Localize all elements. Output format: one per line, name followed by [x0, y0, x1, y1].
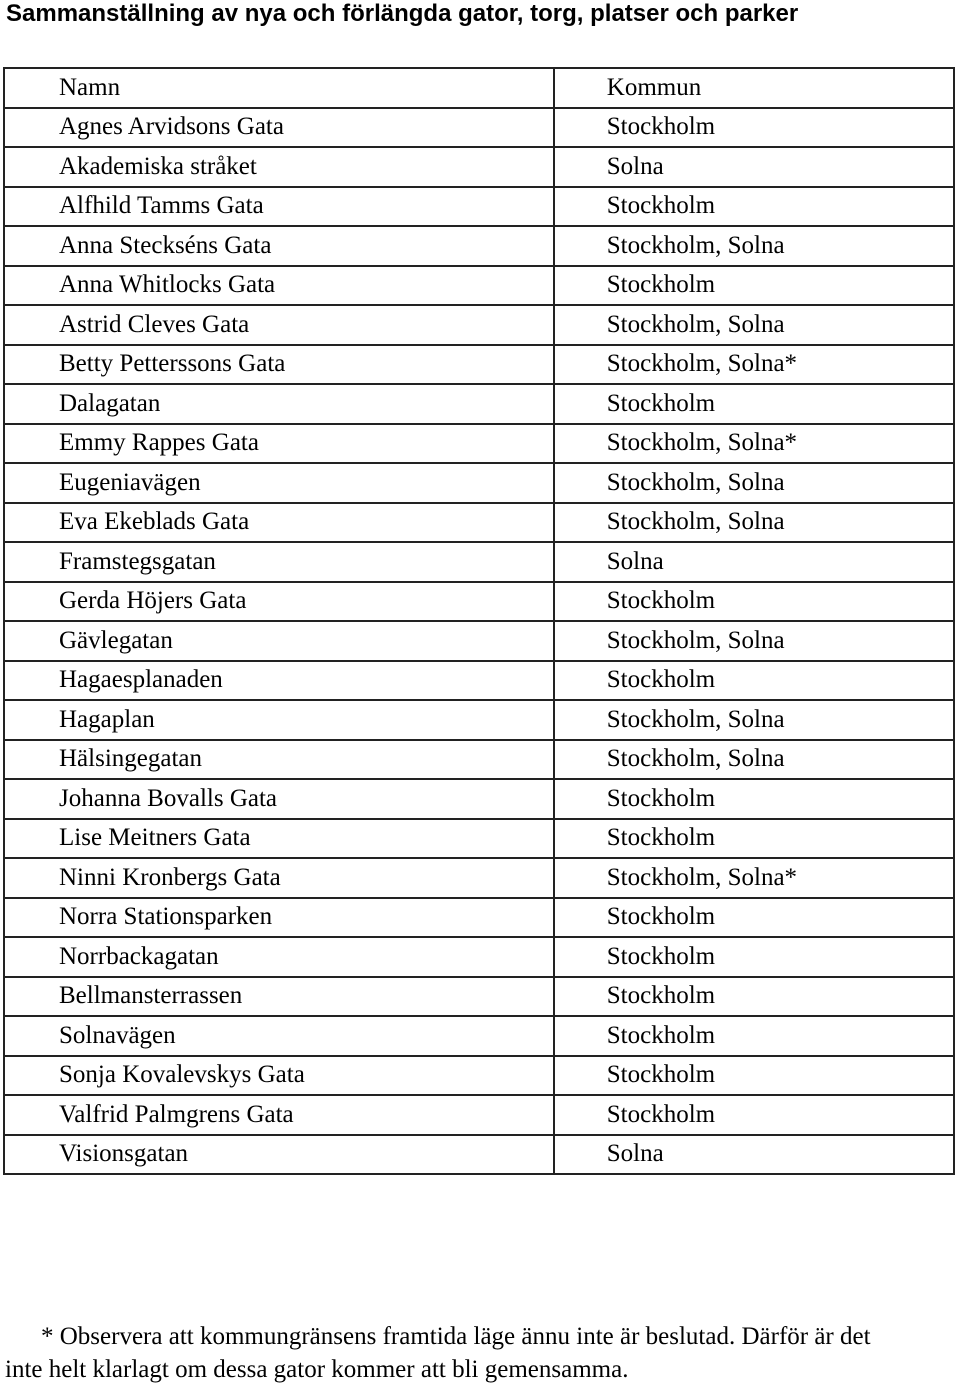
kommun-cell: Stockholm	[554, 661, 954, 701]
kommun-cell: Stockholm	[554, 779, 954, 819]
street-name-cell: Agnes Arvidsons Gata	[4, 108, 554, 148]
kommun-cell: Stockholm, Solna	[554, 463, 954, 503]
street-name-cell: Betty Petterssons Gata	[4, 345, 554, 385]
street-name-cell: Dalagatan	[4, 384, 554, 424]
kommun-cell: Solna	[554, 542, 954, 582]
street-name-cell: Anna Steckséns Gata	[4, 226, 554, 266]
footnote-line-2: inte helt klarlagt om dessa gator kommer att bli gemensamma.	[5, 1356, 629, 1383]
table-row	[4, 1016, 954, 1056]
kommun-cell: Stockholm	[554, 108, 954, 148]
table-row	[4, 384, 954, 424]
kommun-cell: Stockholm	[554, 187, 954, 227]
kommun-cell: Stockholm, Solna	[554, 305, 954, 345]
table-row	[4, 147, 954, 187]
table-row	[4, 779, 954, 819]
street-name-cell: Norrbackagatan	[4, 937, 554, 977]
kommun-cell: Stockholm	[554, 1016, 954, 1056]
street-name-cell: Hagaesplanaden	[4, 661, 554, 701]
table-row	[4, 1135, 954, 1175]
page-title: Sammanställning av nya och förlängda gator, torg, platser och parker	[6, 0, 799, 27]
table-row	[4, 977, 954, 1017]
streets-table	[3, 67, 955, 1175]
column-header-kommun: Kommun	[554, 68, 954, 108]
street-name-cell: Ninni Kronbergs Gata	[4, 858, 554, 898]
table-header-row	[4, 68, 954, 108]
street-name-cell: Eugeniavägen	[4, 463, 554, 503]
table-row	[4, 661, 954, 701]
kommun-cell: Stockholm, Solna	[554, 621, 954, 661]
street-name-cell: Visionsgatan	[4, 1135, 554, 1175]
kommun-cell: Stockholm, Solna*	[554, 424, 954, 464]
street-name-cell: Gävlegatan	[4, 621, 554, 661]
table-row	[4, 700, 954, 740]
table-row	[4, 187, 954, 227]
street-name-cell: Bellmansterrassen	[4, 977, 554, 1017]
kommun-cell: Stockholm	[554, 582, 954, 622]
street-name-cell: Norra Stationsparken	[4, 898, 554, 938]
table-body	[4, 108, 954, 1175]
kommun-cell: Stockholm	[554, 819, 954, 859]
table-row	[4, 266, 954, 306]
street-name-cell: Alfhild Tamms Gata	[4, 187, 554, 227]
kommun-cell: Stockholm, Solna*	[554, 858, 954, 898]
street-name-cell: Akademiska stråket	[4, 147, 554, 187]
table-row	[4, 740, 954, 780]
table-row	[4, 858, 954, 898]
street-name-cell: Johanna Bovalls Gata	[4, 779, 554, 819]
table-row	[4, 345, 954, 385]
kommun-cell: Stockholm	[554, 266, 954, 306]
table-row	[4, 305, 954, 345]
column-header-namn: Namn	[4, 68, 554, 108]
footnote	[5, 1320, 955, 1386]
table-row	[4, 542, 954, 582]
table-row	[4, 898, 954, 938]
street-name-cell: Hälsingegatan	[4, 740, 554, 780]
street-name-cell: Gerda Höjers Gata	[4, 582, 554, 622]
table-row	[4, 1056, 954, 1096]
street-name-cell: Astrid Cleves Gata	[4, 305, 554, 345]
kommun-cell: Stockholm, Solna	[554, 503, 954, 543]
street-name-cell: Sonja Kovalevskys Gata	[4, 1056, 554, 1096]
footnote-line-1: * Observera att kommungränsens framtida läge ännu inte är beslutad. Därför är det	[41, 1323, 871, 1350]
kommun-cell: Solna	[554, 147, 954, 187]
kommun-cell: Stockholm	[554, 384, 954, 424]
kommun-cell: Stockholm, Solna	[554, 700, 954, 740]
table-row	[4, 582, 954, 622]
table-row	[4, 1095, 954, 1135]
kommun-cell: Stockholm, Solna*	[554, 345, 954, 385]
street-name-cell: Solnavägen	[4, 1016, 554, 1056]
street-name-cell: Framstegsgatan	[4, 542, 554, 582]
street-name-cell: Emmy Rappes Gata	[4, 424, 554, 464]
table-row	[4, 819, 954, 859]
kommun-cell: Stockholm	[554, 898, 954, 938]
kommun-cell: Solna	[554, 1135, 954, 1175]
street-name-cell: Hagaplan	[4, 700, 554, 740]
kommun-cell: Stockholm	[554, 977, 954, 1017]
street-name-cell: Eva Ekeblads Gata	[4, 503, 554, 543]
street-name-cell: Anna Whitlocks Gata	[4, 266, 554, 306]
table-row	[4, 108, 954, 148]
kommun-cell: Stockholm	[554, 937, 954, 977]
street-name-cell: Lise Meitners Gata	[4, 819, 554, 859]
table-row	[4, 621, 954, 661]
table-row	[4, 424, 954, 464]
kommun-cell: Stockholm	[554, 1056, 954, 1096]
table-row	[4, 463, 954, 503]
table-row	[4, 937, 954, 977]
street-name-cell: Valfrid Palmgrens Gata	[4, 1095, 554, 1135]
kommun-cell: Stockholm, Solna	[554, 226, 954, 266]
table-row	[4, 226, 954, 266]
kommun-cell: Stockholm, Solna	[554, 740, 954, 780]
kommun-cell: Stockholm	[554, 1095, 954, 1135]
table-row	[4, 503, 954, 543]
